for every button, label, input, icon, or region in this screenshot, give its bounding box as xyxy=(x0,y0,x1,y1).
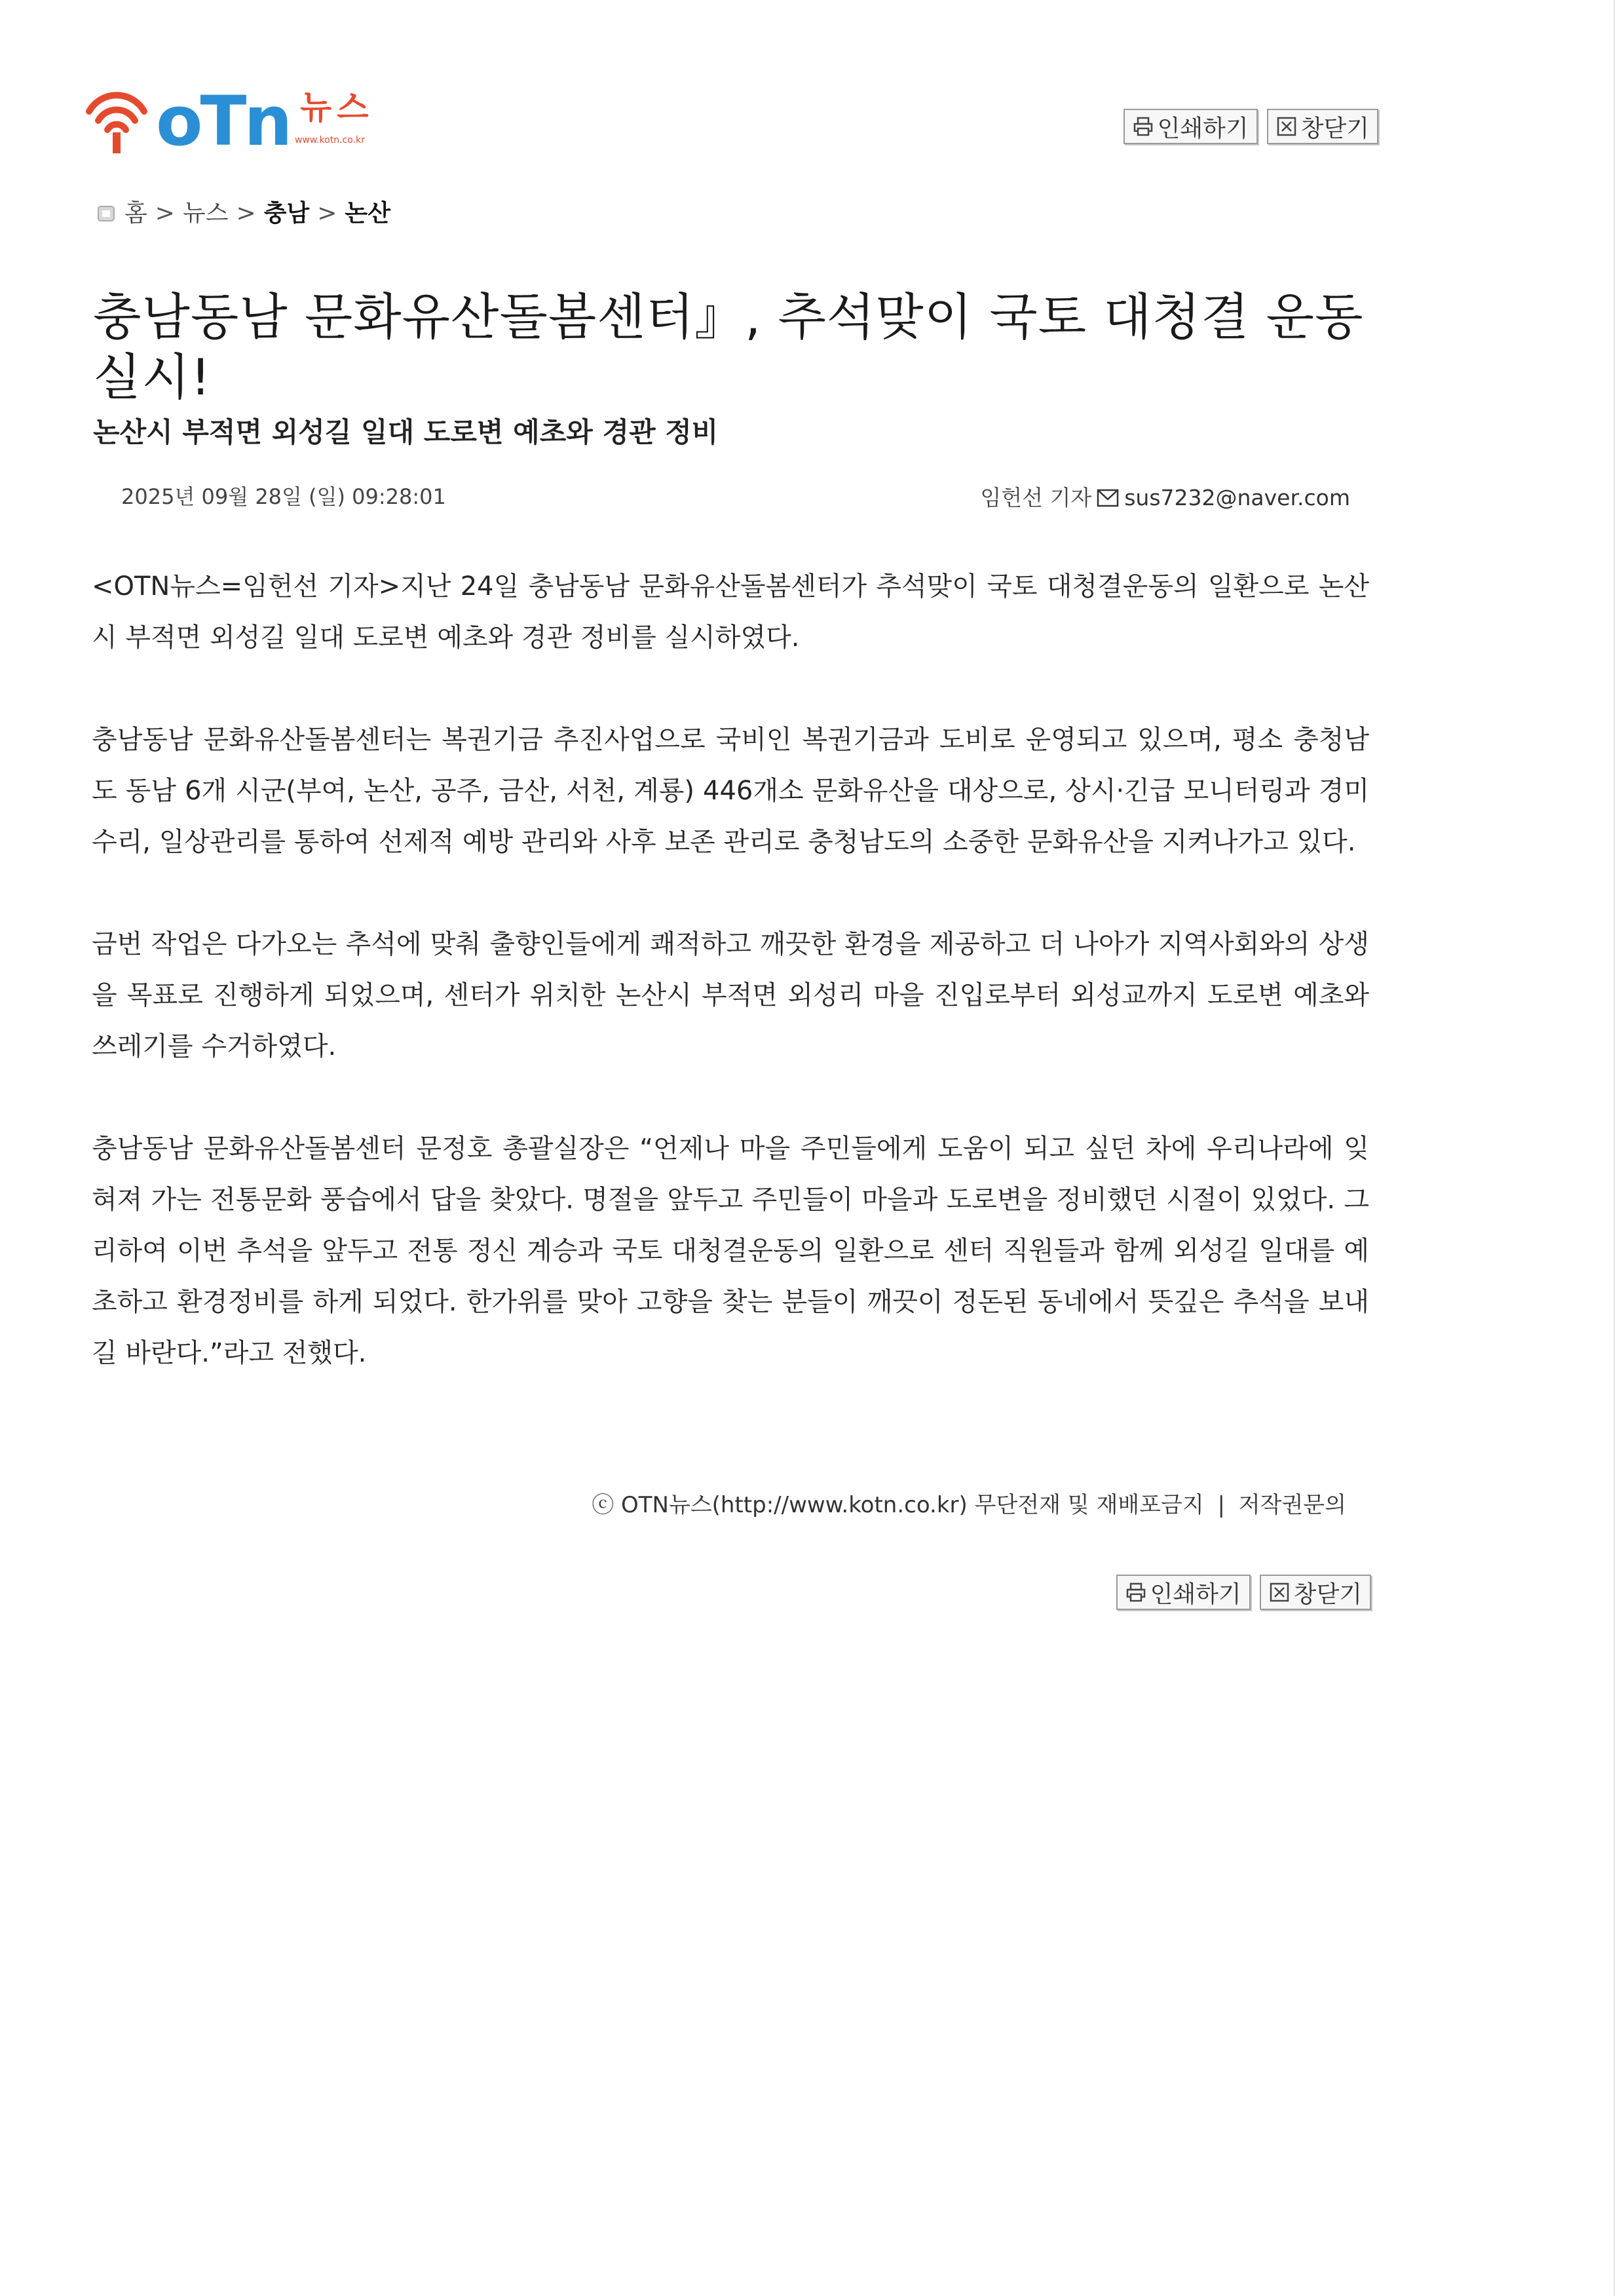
close-box-icon xyxy=(1269,1582,1290,1603)
article-byline xyxy=(980,484,1350,512)
home-bullet-icon xyxy=(97,204,117,223)
close-window-button[interactable] xyxy=(1260,1575,1371,1610)
print-button-label: 인쇄하기 xyxy=(1150,1580,1241,1608)
close-window-button-label: 창닫기 xyxy=(1300,115,1369,142)
site-logo[interactable] xyxy=(84,81,392,161)
logo-wordmark: oTn xyxy=(156,81,290,161)
article-headline: 충남동남 문화유산돌봄센터』, 추석맞이 국토 대청결 운동 실시! xyxy=(93,288,1364,406)
article-subheadline: 논산시 부적면 외성길 일대 도로변 예초와 경관 정비 xyxy=(93,416,719,448)
top-toolbar xyxy=(1124,109,1378,144)
print-button[interactable] xyxy=(1116,1575,1251,1610)
breadcrumb-separator: > xyxy=(155,200,175,227)
logo-news-label: 뉴스 xyxy=(300,88,374,126)
wifi-icon xyxy=(84,86,149,155)
close-window-button[interactable] xyxy=(1267,109,1378,144)
bottom-toolbar xyxy=(1116,1575,1371,1610)
copyright-text: ⓒ OTN뉴스(http://www.kotn.co.kr) 무단전재 및 재배포금지 xyxy=(592,1492,1204,1518)
copyright-divider: | xyxy=(1217,1492,1225,1518)
reporter-name: 임헌선 기자 xyxy=(980,485,1092,510)
close-box-icon xyxy=(1276,116,1297,137)
close-window-button-label: 창닫기 xyxy=(1293,1580,1362,1608)
print-button-label: 인쇄하기 xyxy=(1157,115,1249,142)
printer-icon xyxy=(1125,1582,1146,1603)
article-paragraph: 충남동남 문화유산돌봄센터는 복권기금 추진사업으로 국비인 복권기금과 도비로 운영되고 있으며, 평소 충청남도 동남 6개 시군(부여, 논산, 공주, 금산, 서천, 계룡) 446개소 문화유산을 대상으로, 상시·긴급 모니터링과 경미수리, 일상관리를 통하여 선제적 예방 관리와 사후 보존 관리로 충청남도의 소중한 문화유산을 지켜나가고 있다. xyxy=(92,725,1369,857)
breadcrumb-separator: > xyxy=(236,200,256,227)
reporter-email[interactable]: sus7232@naver.com xyxy=(1124,485,1350,510)
printer-icon xyxy=(1133,116,1154,137)
article-body xyxy=(92,561,1369,1430)
article-dateline: 2025년 09월 28일 (일) 09:28:01 xyxy=(121,484,446,509)
breadcrumb xyxy=(97,197,390,231)
article-paragraph: <OTN뉴스=임헌선 기자>지난 24일 충남동남 문화유산돌봄센터가 추석맞이 국토 대청결운동의 일환으로 논산시 부적면 외성길 일대 도로변 예초와 경관 정비를 실시하였다. xyxy=(92,571,1369,653)
copyright-notice xyxy=(592,1489,1346,1521)
print-button[interactable] xyxy=(1124,109,1258,144)
breadcrumb-nonsan[interactable]: 논산 xyxy=(345,200,390,227)
breadcrumb-chungnam[interactable]: 충남 xyxy=(263,200,310,227)
article-paragraph: 충남동남 문화유산돌봄센터 문정호 총괄실장은 “언제나 마을 주민들에게 도움이 되고 싶던 차에 우리나라에 잊혀져 가는 전통문화 풍습에서 답을 찾았다. 명절을 앞두고 주민들이 마을과 도로변을 정비했던 시절이 있었다. 그리하여 이번 추석을 앞두고 전통 정신 계승과 국토 대청결운동의 일환으로 센터 직원들과 함께 외성길 일대를 예초하고 환경정비를 하게 되었다. 한가위를 맞아 고향을 찾는 분들이 깨끗이 정돈된 동네에서 뜻깊은 추석을 보내길 바란다.”라고 전했다. xyxy=(92,1134,1369,1368)
breadcrumb-home[interactable]: 홈 xyxy=(124,200,147,227)
breadcrumb-news[interactable]: 뉴스 xyxy=(182,200,229,227)
article-paragraph: 금번 작업은 다가오는 추석에 맞춰 출향인들에게 쾌적하고 깨끗한 환경을 제공하고 더 나아가 지역사회와의 상생을 목표로 진행하게 되었으며, 센터가 위치한 논산시 부적면 외성리 마을 진입로부터 외성교까지 도로변 예초와 쓰레기를 수거하였다. xyxy=(92,929,1369,1062)
mail-icon xyxy=(1097,488,1119,508)
breadcrumb-separator: > xyxy=(317,200,337,227)
logo-url: www.kotn.co.kr xyxy=(295,135,365,145)
scan-edge-line xyxy=(1614,0,1615,2296)
copyright-inquiry-link[interactable]: 저작권문의 xyxy=(1238,1492,1346,1518)
